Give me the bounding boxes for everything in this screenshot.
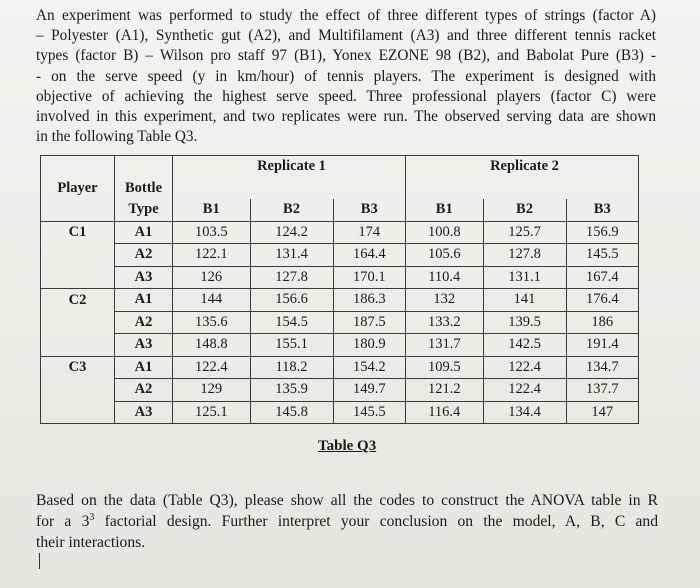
value-cell: 156.9 bbox=[566, 221, 639, 244]
player-cell: C3 bbox=[41, 356, 115, 379]
col-header-b3: B3 bbox=[333, 199, 406, 221]
table-row bbox=[41, 401, 639, 424]
player-cell bbox=[41, 334, 115, 357]
player-header: Player bbox=[41, 178, 115, 200]
value-cell: 142.5 bbox=[483, 334, 566, 357]
type-cell: A2 bbox=[115, 379, 173, 402]
value-cell: 191.4 bbox=[566, 334, 639, 357]
col-header-b2: B2 bbox=[250, 199, 333, 221]
table-row bbox=[41, 356, 639, 379]
value-cell: 122.4 bbox=[483, 356, 566, 379]
question-line: Based on the data (Table Q3), please show all the codes to construct the ANOVA table in R bbox=[36, 492, 658, 509]
col-header-b2: B2 bbox=[483, 199, 566, 221]
type-cell: A2 bbox=[115, 244, 173, 267]
value-cell: 180.9 bbox=[333, 334, 406, 357]
player-cell bbox=[41, 244, 115, 267]
value-cell: 176.4 bbox=[566, 289, 639, 312]
value-cell: 187.5 bbox=[333, 311, 406, 334]
value-cell: 134.7 bbox=[566, 356, 639, 379]
table-row bbox=[41, 289, 639, 312]
value-cell: 129 bbox=[173, 379, 251, 402]
value-cell: 121.2 bbox=[406, 379, 484, 402]
col-header-b1: B1 bbox=[173, 199, 251, 221]
intro-line: involved in this experiment, and two replicates were run. The observed serving data are shown bbox=[36, 108, 656, 126]
table-caption: Table Q3 bbox=[318, 438, 377, 454]
type-cell: A1 bbox=[115, 356, 173, 379]
col-header-b1: B1 bbox=[406, 199, 484, 221]
player-cell bbox=[41, 266, 115, 289]
bottle-header: Bottle bbox=[115, 178, 173, 200]
col-header-b3: B3 bbox=[566, 199, 639, 221]
value-cell: 164.4 bbox=[333, 244, 406, 267]
value-cell: 149.7 bbox=[333, 379, 406, 402]
value-cell: 186 bbox=[566, 311, 639, 334]
value-cell: 116.4 bbox=[406, 401, 484, 424]
value-cell: 126 bbox=[173, 266, 251, 289]
value-cell: 124.2 bbox=[250, 221, 333, 244]
intro-line: – Polyester (A1), Synthetic gut (A2), and Multifilament (A3) and three different tennis racket bbox=[36, 27, 656, 45]
value-cell: 139.5 bbox=[483, 311, 566, 334]
value-cell: 170.1 bbox=[333, 266, 406, 289]
value-cell: 103.5 bbox=[173, 221, 251, 244]
intro-line: types (factor B) – Wilson pro staff 97 (B1), Yonex EZONE 98 (B2), and Babolat Pure (B3) - bbox=[36, 47, 656, 65]
player-cell bbox=[41, 311, 115, 334]
value-cell: 135.9 bbox=[250, 379, 333, 402]
table-row bbox=[41, 311, 639, 334]
value-cell: 155.1 bbox=[250, 334, 333, 357]
type-cell: A3 bbox=[115, 266, 173, 289]
value-cell: 145.5 bbox=[566, 244, 639, 267]
type-header: Type bbox=[115, 199, 173, 221]
value-cell: 105.6 bbox=[406, 244, 484, 267]
intro-line: - on the serve speed (y in km/hour) of tennis players. The experiment is designed with bbox=[36, 67, 656, 85]
value-cell: 156.6 bbox=[250, 289, 333, 312]
value-cell: 109.5 bbox=[406, 356, 484, 379]
player-cell: C1 bbox=[41, 221, 115, 244]
value-cell: 137.7 bbox=[566, 379, 639, 402]
replicate-2-header: Replicate 2 bbox=[483, 156, 566, 178]
table-header-row bbox=[41, 199, 639, 221]
table-header-row bbox=[41, 178, 639, 200]
value-cell: 141 bbox=[483, 289, 566, 312]
value-cell: 167.4 bbox=[566, 266, 639, 289]
value-cell: 186.3 bbox=[333, 289, 406, 312]
value-cell: 127.8 bbox=[483, 244, 566, 267]
player-cell bbox=[41, 379, 115, 402]
value-cell: 125.7 bbox=[483, 221, 566, 244]
value-cell: 118.2 bbox=[250, 356, 333, 379]
value-cell: 145.5 bbox=[333, 401, 406, 424]
value-cell: 131.4 bbox=[250, 244, 333, 267]
table-row bbox=[41, 379, 639, 402]
table-header-row bbox=[41, 156, 639, 178]
value-cell: 154.2 bbox=[333, 356, 406, 379]
player-cell bbox=[41, 401, 115, 424]
value-cell: 148.8 bbox=[173, 334, 251, 357]
value-cell: 133.2 bbox=[406, 311, 484, 334]
type-cell: A1 bbox=[115, 289, 173, 312]
replicate-1-header: Replicate 1 bbox=[250, 156, 333, 178]
value-cell: 132 bbox=[406, 289, 484, 312]
question-line: their interactions. bbox=[36, 532, 658, 569]
type-cell: A3 bbox=[115, 401, 173, 424]
value-cell: 131.7 bbox=[406, 334, 484, 357]
table-row bbox=[41, 244, 639, 267]
type-cell: A3 bbox=[115, 334, 173, 357]
question-text bbox=[36, 490, 658, 569]
value-cell: 145.8 bbox=[250, 401, 333, 424]
value-cell: 147 bbox=[566, 401, 639, 424]
text-cursor bbox=[39, 553, 40, 569]
type-cell: A1 bbox=[115, 221, 173, 244]
table-body bbox=[41, 221, 639, 424]
value-cell: 125.1 bbox=[173, 401, 251, 424]
value-cell: 127.8 bbox=[250, 266, 333, 289]
value-cell: 131.1 bbox=[483, 266, 566, 289]
value-cell: 122.4 bbox=[483, 379, 566, 402]
intro-line: in the following Table Q3. bbox=[36, 128, 198, 146]
table-row bbox=[41, 266, 639, 289]
data-table-q3 bbox=[40, 155, 639, 424]
value-cell: 134.4 bbox=[483, 401, 566, 424]
value-cell: 110.4 bbox=[406, 266, 484, 289]
intro-line: objective of achieving the highest serve speed. Three professional players (factor C) were bbox=[36, 87, 656, 105]
value-cell: 144 bbox=[173, 289, 251, 312]
value-cell: 174 bbox=[333, 221, 406, 244]
table-row bbox=[41, 334, 639, 357]
question-line: for a $3^3$ factorial design. Further interpret your conclusion on the model, A, B, C and bbox=[36, 512, 658, 530]
type-cell: A2 bbox=[115, 311, 173, 334]
value-cell: 122.4 bbox=[173, 356, 251, 379]
value-cell: 135.6 bbox=[173, 311, 251, 334]
table-row bbox=[41, 221, 639, 244]
value-cell: 100.8 bbox=[406, 221, 484, 244]
value-cell: 122.1 bbox=[173, 244, 251, 267]
problem-statement bbox=[36, 6, 656, 147]
value-cell: 154.5 bbox=[250, 311, 333, 334]
player-cell: C2 bbox=[41, 289, 115, 312]
intro-line: An experiment was performed to study the effect of three different types of strings (factor A) bbox=[36, 7, 656, 24]
